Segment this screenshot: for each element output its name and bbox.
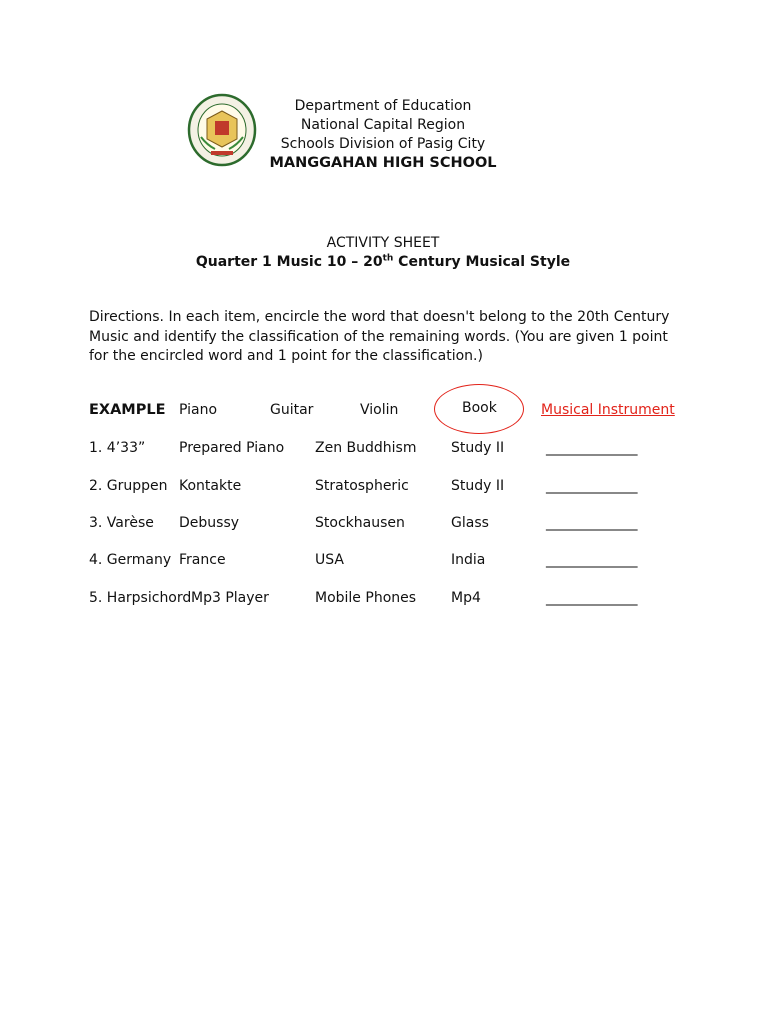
item-word-1: 3. Varèse [89, 515, 154, 531]
directions-text: Directions. In each item, encircle the word that doesn't belong to the 20th Century Music and identify the classification of the remaining words. (You are given 1 point for the encircled word and 1 point for the classification.) [89, 309, 670, 364]
example-word-2: Guitar [270, 402, 314, 418]
item-word-2: Prepared Piano [179, 440, 285, 456]
item-word-2: France [179, 552, 226, 568]
division-line: Schools Division of Pasig City [280, 136, 486, 152]
example-word-1: Piano [179, 402, 218, 418]
answer-blank[interactable]: ______________ [546, 515, 637, 531]
activity-subtitle [180, 253, 586, 272]
item-word-4: Mp4 [451, 590, 481, 606]
sheet-title [180, 234, 586, 272]
item-word-1: 2. Gruppen [89, 478, 168, 494]
item-word-3: USA [315, 552, 344, 568]
subtitle-sup: th [382, 253, 394, 264]
item-word-1: 4. Germany [89, 552, 172, 568]
item-word-1: 5. Harpsichord [89, 590, 192, 606]
example-word-3: Violin [360, 402, 399, 418]
item-word-3: Stockhausen [315, 515, 405, 531]
item-word-2: Mp3 Player [191, 590, 269, 606]
item-word-4: Glass [451, 515, 489, 531]
answer-blank[interactable]: ______________ [546, 590, 637, 606]
item-row-1 [0, 440, 768, 460]
item-row-5 [0, 590, 768, 610]
item-word-2: Debussy [179, 515, 240, 531]
item-word-2: Kontakte [179, 478, 242, 494]
region-line: National Capital Region [300, 117, 466, 133]
activity-heading: ACTIVITY SHEET [326, 235, 440, 251]
item-row-2 [0, 478, 768, 498]
answer-blank[interactable]: ______________ [546, 552, 637, 568]
answer-blank[interactable]: ______________ [546, 478, 637, 494]
item-word-3: Mobile Phones [315, 590, 417, 606]
school-name: MANGGAHAN HIGH SCHOOL [269, 155, 497, 171]
item-row-3 [0, 515, 768, 535]
answer-blank[interactable]: ______________ [546, 440, 637, 456]
subtitle-rest: Century Musical Style [393, 254, 571, 270]
example-row [0, 402, 768, 422]
example-label: EXAMPLE [89, 402, 166, 418]
subtitle-main: Quarter 1 Music 10 – 20 [195, 254, 383, 270]
item-word-1: 1. 4’33” [89, 440, 146, 456]
school-seal-icon [187, 93, 257, 167]
item-word-3: Stratospheric [315, 478, 409, 494]
item-row-4 [0, 552, 768, 572]
item-word-3: Zen Buddhism [315, 440, 417, 456]
example-answer: Musical Instrument [541, 402, 675, 418]
encircle-mark [434, 384, 524, 434]
department-line: Department of Education [294, 98, 472, 114]
example-word-4: Book [462, 400, 497, 416]
letterhead [250, 97, 516, 173]
item-word-4: Study II [451, 478, 505, 494]
item-word-4: Study II [451, 440, 505, 456]
item-word-4: India [451, 552, 486, 568]
